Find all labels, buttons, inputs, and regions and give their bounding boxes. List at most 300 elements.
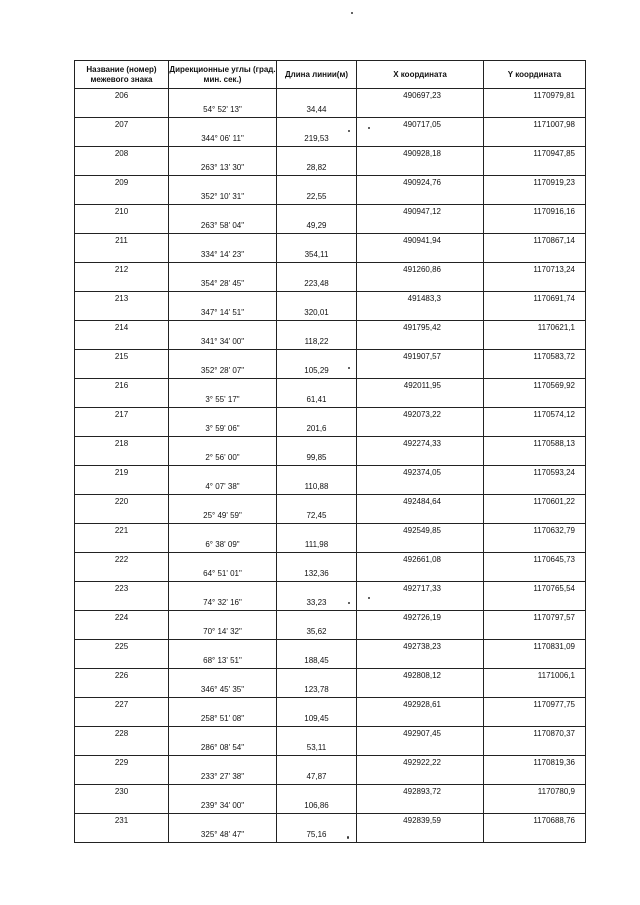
line-length: 61,41: [277, 393, 357, 408]
mark-name: 224: [75, 611, 169, 626]
empty-cell: [484, 712, 586, 727]
scan-speck: [348, 602, 350, 604]
table-row: [75, 451, 586, 466]
scan-speck: [347, 836, 349, 839]
table-row: [75, 654, 586, 669]
y-coordinate: 1170691,74: [484, 292, 586, 307]
empty-cell: [75, 509, 169, 524]
table-row: [75, 582, 586, 597]
direction-angle: 352° 10' 31": [169, 190, 277, 205]
y-coordinate: 1170569,92: [484, 379, 586, 394]
line-length: 354,11: [277, 248, 357, 263]
empty-cell: [169, 611, 277, 626]
empty-cell: [169, 437, 277, 452]
empty-cell: [75, 596, 169, 611]
empty-cell: [169, 582, 277, 597]
y-coordinate: 1170588,13: [484, 437, 586, 452]
empty-cell: [357, 161, 484, 176]
empty-cell: [169, 205, 277, 220]
y-coordinate: 1170632,79: [484, 524, 586, 539]
empty-cell: [277, 292, 357, 307]
direction-angle: 334° 14' 23": [169, 248, 277, 263]
empty-cell: [357, 770, 484, 785]
direction-angle: 233° 27' 38": [169, 770, 277, 785]
empty-cell: [75, 190, 169, 205]
x-coordinate: 490941,94: [357, 234, 484, 249]
mark-name: 222: [75, 553, 169, 568]
empty-cell: [357, 132, 484, 147]
empty-cell: [277, 205, 357, 220]
table-row: [75, 248, 586, 263]
x-coordinate: 492717,33: [357, 582, 484, 597]
table-row: [75, 350, 586, 365]
mark-name: 206: [75, 89, 169, 104]
table-row: [75, 190, 586, 205]
line-length: 106,86: [277, 799, 357, 814]
x-coordinate: 492922,22: [357, 756, 484, 771]
y-coordinate: 1170919,23: [484, 176, 586, 191]
empty-cell: [484, 219, 586, 234]
x-coordinate: 490947,12: [357, 205, 484, 220]
mark-name: 220: [75, 495, 169, 510]
x-coordinate: 492738,23: [357, 640, 484, 655]
empty-cell: [75, 538, 169, 553]
x-coordinate: 490928,18: [357, 147, 484, 162]
x-coordinate: 492073,22: [357, 408, 484, 423]
table-row: [75, 480, 586, 495]
table-row: [75, 509, 586, 524]
empty-cell: [277, 524, 357, 539]
empty-cell: [484, 596, 586, 611]
empty-cell: [169, 379, 277, 394]
empty-cell: [357, 596, 484, 611]
table-row: [75, 161, 586, 176]
y-coordinate: 1170713,24: [484, 263, 586, 278]
empty-cell: [357, 567, 484, 582]
table-row: [75, 785, 586, 800]
x-coordinate: 492893,72: [357, 785, 484, 800]
table-body: [75, 89, 586, 843]
empty-cell: [169, 669, 277, 684]
mark-name: 214: [75, 321, 169, 336]
empty-cell: [75, 277, 169, 292]
table-row: [75, 321, 586, 336]
mark-name: 216: [75, 379, 169, 394]
direction-angle: 286° 08' 54": [169, 741, 277, 756]
empty-cell: [277, 118, 357, 133]
table-row: [75, 335, 586, 350]
empty-cell: [169, 263, 277, 278]
empty-cell: [75, 654, 169, 669]
mark-name: 212: [75, 263, 169, 278]
y-coordinate: 1170583,72: [484, 350, 586, 365]
empty-cell: [357, 248, 484, 263]
line-length: 47,87: [277, 770, 357, 785]
empty-cell: [484, 625, 586, 640]
empty-cell: [169, 756, 277, 771]
empty-cell: [169, 495, 277, 510]
empty-cell: [484, 248, 586, 263]
empty-cell: [484, 190, 586, 205]
table-row: [75, 277, 586, 292]
empty-cell: [75, 480, 169, 495]
empty-cell: [169, 147, 277, 162]
empty-cell: [75, 712, 169, 727]
mark-name: 231: [75, 814, 169, 829]
table-row: [75, 741, 586, 756]
y-coordinate: 1170867,14: [484, 234, 586, 249]
direction-angle: 54° 52' 13": [169, 103, 277, 118]
empty-cell: [357, 335, 484, 350]
empty-cell: [277, 785, 357, 800]
empty-cell: [277, 698, 357, 713]
empty-cell: [484, 509, 586, 524]
empty-cell: [75, 132, 169, 147]
empty-cell: [484, 451, 586, 466]
x-coordinate: 492011,95: [357, 379, 484, 394]
empty-cell: [169, 524, 277, 539]
empty-cell: [277, 408, 357, 423]
y-coordinate: 1170621,1: [484, 321, 586, 336]
empty-cell: [75, 799, 169, 814]
direction-angle: 3° 59' 06": [169, 422, 277, 437]
empty-cell: [484, 277, 586, 292]
header-angle: Дирекционные углы (град. мин. сек.): [169, 61, 277, 89]
empty-cell: [169, 89, 277, 104]
empty-cell: [75, 393, 169, 408]
direction-angle: 68° 13' 51": [169, 654, 277, 669]
empty-cell: [277, 669, 357, 684]
empty-cell: [357, 364, 484, 379]
mark-name: 211: [75, 234, 169, 249]
empty-cell: [277, 756, 357, 771]
empty-cell: [169, 350, 277, 365]
x-coordinate: 492661,08: [357, 553, 484, 568]
table-row: [75, 422, 586, 437]
mark-name: 213: [75, 292, 169, 307]
empty-cell: [357, 683, 484, 698]
empty-cell: [169, 640, 277, 655]
line-length: 28,82: [277, 161, 357, 176]
mark-name: 208: [75, 147, 169, 162]
y-coordinate: 1170765,54: [484, 582, 586, 597]
empty-cell: [169, 408, 277, 423]
empty-cell: [484, 335, 586, 350]
empty-cell: [169, 176, 277, 191]
empty-cell: [277, 321, 357, 336]
table-row: [75, 596, 586, 611]
y-coordinate: 1171006,1: [484, 669, 586, 684]
table-row: [75, 669, 586, 684]
x-coordinate: 490717,05: [357, 118, 484, 133]
x-coordinate: 492907,45: [357, 727, 484, 742]
x-coordinate: 492839,59: [357, 814, 484, 829]
direction-angle: 3° 55' 17": [169, 393, 277, 408]
empty-cell: [75, 422, 169, 437]
direction-angle: 263° 58' 04": [169, 219, 277, 234]
empty-cell: [277, 611, 357, 626]
empty-cell: [169, 698, 277, 713]
mark-name: 207: [75, 118, 169, 133]
empty-cell: [484, 103, 586, 118]
line-length: 123,78: [277, 683, 357, 698]
direction-angle: 325° 48' 47": [169, 828, 277, 843]
table-row: [75, 219, 586, 234]
line-length: 110,88: [277, 480, 357, 495]
empty-cell: [277, 553, 357, 568]
empty-cell: [484, 741, 586, 756]
empty-cell: [484, 422, 586, 437]
direction-angle: 263° 13' 30": [169, 161, 277, 176]
table-row: [75, 538, 586, 553]
empty-cell: [484, 828, 586, 843]
empty-cell: [484, 538, 586, 553]
empty-cell: [484, 654, 586, 669]
empty-cell: [277, 466, 357, 481]
empty-cell: [357, 219, 484, 234]
empty-cell: [277, 727, 357, 742]
direction-angle: 347° 14' 51": [169, 306, 277, 321]
y-coordinate: 1170574,12: [484, 408, 586, 423]
empty-cell: [357, 103, 484, 118]
line-length: 109,45: [277, 712, 357, 727]
y-coordinate: 1170979,81: [484, 89, 586, 104]
direction-angle: 346° 45' 35": [169, 683, 277, 698]
line-length: 34,44: [277, 103, 357, 118]
header-name: Название (номер) межевого знака: [75, 61, 169, 89]
x-coordinate: 490697,23: [357, 89, 484, 104]
line-length: 201,6: [277, 422, 357, 437]
table-row: [75, 727, 586, 742]
empty-cell: [484, 683, 586, 698]
empty-cell: [169, 553, 277, 568]
y-coordinate: 1170601,22: [484, 495, 586, 510]
empty-cell: [277, 89, 357, 104]
mark-name: 229: [75, 756, 169, 771]
empty-cell: [75, 219, 169, 234]
empty-cell: [75, 306, 169, 321]
table-row: [75, 147, 586, 162]
empty-cell: [277, 495, 357, 510]
table-row: [75, 683, 586, 698]
empty-cell: [277, 640, 357, 655]
x-coordinate: 492726,19: [357, 611, 484, 626]
mark-name: 209: [75, 176, 169, 191]
empty-cell: [75, 364, 169, 379]
empty-cell: [169, 814, 277, 829]
x-coordinate: 492274,33: [357, 437, 484, 452]
empty-cell: [357, 828, 484, 843]
empty-cell: [484, 161, 586, 176]
table-row: [75, 306, 586, 321]
empty-cell: [357, 712, 484, 727]
empty-cell: [75, 451, 169, 466]
empty-cell: [169, 234, 277, 249]
x-coordinate: 491483,3: [357, 292, 484, 307]
empty-cell: [75, 567, 169, 582]
scan-speck: [368, 127, 370, 129]
empty-cell: [357, 277, 484, 292]
table-row: [75, 176, 586, 191]
table-row: [75, 828, 586, 843]
scan-speck: [368, 597, 370, 599]
direction-angle: 6° 38' 09": [169, 538, 277, 553]
empty-cell: [169, 321, 277, 336]
direction-angle: 352° 28' 07": [169, 364, 277, 379]
table-row: [75, 640, 586, 655]
empty-cell: [75, 770, 169, 785]
y-coordinate: 1170645,73: [484, 553, 586, 568]
empty-cell: [169, 118, 277, 133]
header-x: X координата: [357, 61, 484, 89]
table-header: [75, 61, 586, 89]
scan-speck: [351, 12, 353, 14]
empty-cell: [169, 292, 277, 307]
empty-cell: [75, 741, 169, 756]
x-coordinate: 491260,86: [357, 263, 484, 278]
mark-name: 210: [75, 205, 169, 220]
table-row: [75, 263, 586, 278]
mark-name: 223: [75, 582, 169, 597]
direction-angle: 344° 06' 11": [169, 132, 277, 147]
empty-cell: [75, 161, 169, 176]
line-length: 111,98: [277, 538, 357, 553]
x-coordinate: 491795,42: [357, 321, 484, 336]
mark-name: 215: [75, 350, 169, 365]
line-length: 75,16: [277, 828, 357, 843]
empty-cell: [357, 393, 484, 408]
table-row: [75, 132, 586, 147]
empty-cell: [169, 466, 277, 481]
empty-cell: [484, 364, 586, 379]
x-coordinate: 492928,61: [357, 698, 484, 713]
mark-name: 219: [75, 466, 169, 481]
empty-cell: [484, 480, 586, 495]
table-row: [75, 379, 586, 394]
empty-cell: [277, 176, 357, 191]
empty-cell: [277, 437, 357, 452]
line-length: 219,53: [277, 132, 357, 147]
table-row: [75, 364, 586, 379]
empty-cell: [357, 480, 484, 495]
empty-cell: [484, 770, 586, 785]
empty-cell: [357, 654, 484, 669]
y-coordinate: 1170780,9: [484, 785, 586, 800]
table-row: [75, 205, 586, 220]
x-coordinate: 491907,57: [357, 350, 484, 365]
empty-cell: [277, 350, 357, 365]
mark-name: 221: [75, 524, 169, 539]
line-length: 33,23: [277, 596, 357, 611]
x-coordinate: 492549,85: [357, 524, 484, 539]
y-coordinate: 1170593,24: [484, 466, 586, 481]
x-coordinate: 490924,76: [357, 176, 484, 191]
mark-name: 230: [75, 785, 169, 800]
y-coordinate: 1170797,57: [484, 611, 586, 626]
empty-cell: [357, 306, 484, 321]
mark-name: 218: [75, 437, 169, 452]
direction-angle: 341° 34' 00": [169, 335, 277, 350]
empty-cell: [277, 234, 357, 249]
line-length: 105,29: [277, 364, 357, 379]
empty-cell: [357, 799, 484, 814]
direction-angle: 70° 14' 32": [169, 625, 277, 640]
empty-cell: [75, 828, 169, 843]
empty-cell: [357, 538, 484, 553]
mark-name: 228: [75, 727, 169, 742]
empty-cell: [357, 190, 484, 205]
table-row: [75, 103, 586, 118]
x-coordinate: 492484,64: [357, 495, 484, 510]
line-length: 53,11: [277, 741, 357, 756]
line-length: 320,01: [277, 306, 357, 321]
line-length: 132,36: [277, 567, 357, 582]
table-row: [75, 611, 586, 626]
empty-cell: [75, 335, 169, 350]
empty-cell: [484, 306, 586, 321]
direction-angle: 64° 51' 01": [169, 567, 277, 582]
mark-name: 217: [75, 408, 169, 423]
table-row: [75, 495, 586, 510]
empty-cell: [75, 103, 169, 118]
empty-cell: [484, 132, 586, 147]
table-row: [75, 393, 586, 408]
empty-cell: [277, 582, 357, 597]
y-coordinate: 1170977,75: [484, 698, 586, 713]
header-y: Y координата: [484, 61, 586, 89]
table-row: [75, 814, 586, 829]
mark-name: 225: [75, 640, 169, 655]
empty-cell: [357, 625, 484, 640]
empty-cell: [277, 814, 357, 829]
line-length: 223,48: [277, 277, 357, 292]
y-coordinate: 1170819,36: [484, 756, 586, 771]
table-row: [75, 89, 586, 104]
empty-cell: [277, 379, 357, 394]
mark-name: 226: [75, 669, 169, 684]
scan-speck: [348, 130, 350, 132]
header-length: Длина линии(м): [277, 61, 357, 89]
y-coordinate: 1170831,09: [484, 640, 586, 655]
empty-cell: [169, 785, 277, 800]
line-length: 72,45: [277, 509, 357, 524]
empty-cell: [277, 147, 357, 162]
table-row: [75, 466, 586, 481]
line-length: 99,85: [277, 451, 357, 466]
direction-angle: 354° 28' 45": [169, 277, 277, 292]
scan-speck: [348, 367, 350, 369]
table-row: [75, 437, 586, 452]
x-coordinate: 492374,05: [357, 466, 484, 481]
line-length: 35,62: [277, 625, 357, 640]
table-row: [75, 799, 586, 814]
y-coordinate: 1170916,16: [484, 205, 586, 220]
y-coordinate: 1170947,85: [484, 147, 586, 162]
table-row: [75, 408, 586, 423]
table-row: [75, 625, 586, 640]
empty-cell: [357, 422, 484, 437]
empty-cell: [484, 567, 586, 582]
direction-angle: 239° 34' 00": [169, 799, 277, 814]
empty-cell: [75, 248, 169, 263]
table-row: [75, 234, 586, 249]
direction-angle: 25° 49' 59": [169, 509, 277, 524]
y-coordinate: 1170870,37: [484, 727, 586, 742]
empty-cell: [277, 263, 357, 278]
table-row: [75, 712, 586, 727]
x-coordinate: 492808,12: [357, 669, 484, 684]
empty-cell: [357, 741, 484, 756]
